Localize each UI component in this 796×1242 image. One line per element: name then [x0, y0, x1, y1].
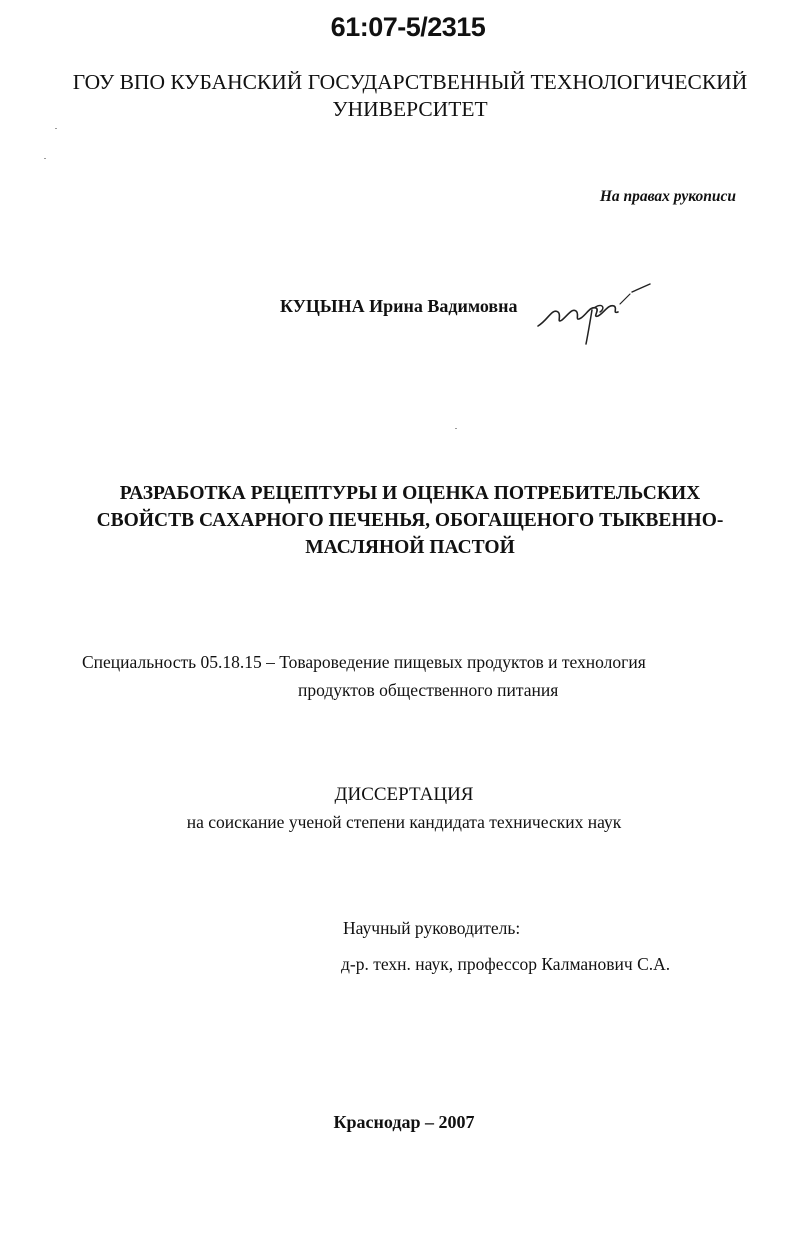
title-line-1: РАЗРАБОТКА РЕЦЕПТУРЫ И ОЦЕНКА ПОТРЕБИТЕЛЬСКИХ — [119, 483, 701, 504]
archive-code: 61:07-5/2315 — [330, 12, 486, 42]
title-line-2: СВОЙСТВ САХАРНОГО ПЕЧЕНЬЯ, ОБОГАЩЕНОГО ТЫКВЕННО- — [96, 510, 724, 531]
scan-speck — [55, 128, 57, 129]
specialty-line-2: продуктов общественного питания — [298, 680, 559, 700]
dissertation-title — [70, 480, 750, 561]
rights-note: На правах рукописи — [599, 188, 736, 205]
title-line-3: МАСЛЯНОЙ ПАСТОЙ — [305, 537, 515, 558]
author-name: КУЦЫНА Ирина Вадимовна — [280, 296, 518, 316]
institution-name — [60, 69, 760, 123]
degree-subtitle: на соискание ученой степени кандидата технических наук — [186, 812, 622, 832]
scan-speck — [44, 158, 46, 159]
supervisor-name: д-р. техн. наук, профессор Калманович С.А. — [341, 954, 671, 974]
supervisor-label: Научный руководитель: — [343, 918, 521, 938]
document-type-heading: ДИССЕРТАЦИЯ — [334, 784, 474, 805]
institution-line-2: УНИВЕРСИТЕТ — [332, 97, 488, 121]
signature-icon — [534, 278, 654, 348]
city-year: Краснодар – 2007 — [333, 1112, 475, 1132]
specialty-line-1: Специальность 05.18.15 – Товароведение пищевых продуктов и технология — [82, 652, 646, 672]
scan-speck — [455, 428, 457, 429]
institution-line-1: ГОУ ВПО КУБАНСКИЙ ГОСУДАРСТВЕННЫЙ ТЕХНОЛОГИЧЕСКИЙ — [72, 70, 748, 94]
